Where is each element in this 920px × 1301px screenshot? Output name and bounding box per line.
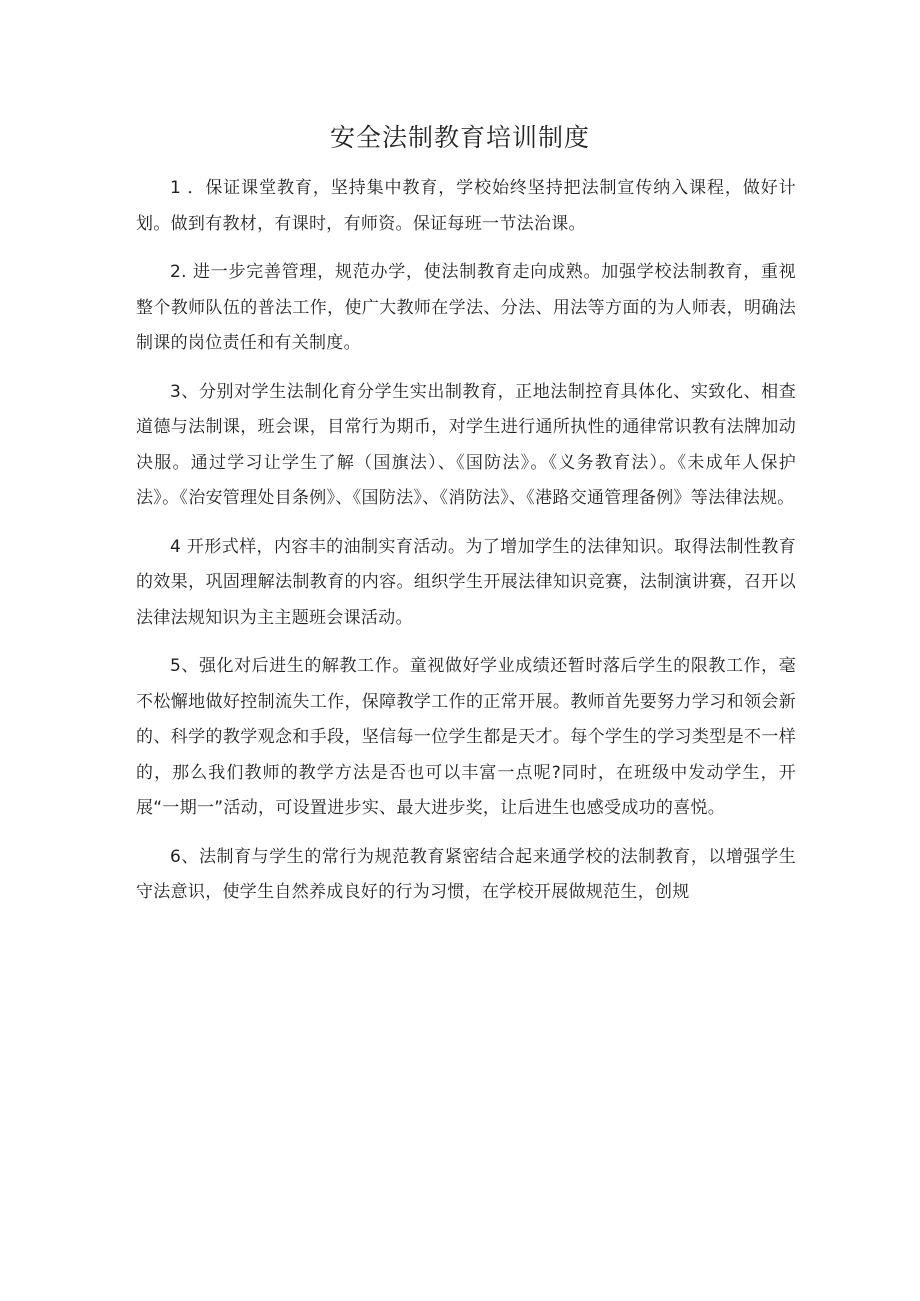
paragraph-3: 3、分别对学生法制化育分学生实出制教育，正地法制控育具体化、实致化、相查道德与法制课，班会课，目常行为期币，对学生进行通所执性的通律常识教有法牌加动决服。通过学习让学生了解（国旗法）、《国防法》。《义务教育法）。《未成年人保护法》。《治安管理处目条例》、《国防法》、《消防法》、《港路交通管理备例》等法律法规。 (136, 381, 796, 508)
paragraph-6: 6、法制育与学生的常行为规范教育紧密结合起来通学校的法制教育，以增强学生守法意识，使学生自然养成良好的行为习惯，在学校开展做规范生，创规 (136, 846, 796, 902)
paragraph-5: 5、强化对后进生的解教工作。童视做好学业成绩还暂时落后学生的限教工作，毫不松懈地做好控制流失工作，保障教学工作的正常开展。教师首先要努力学习和领会新的、科学的教学观念和手段，坚信每一位学生都是天才。每个学生的学习类型是不一样的，那么我们教师的教学方法是否也可以丰富一点呢?同时，在班级中发动学生，开展“一期一”活动，可设置进步实、最大进步奖，让后进生也感受成功的喜悦。 (136, 656, 796, 818)
paragraph-4: 4 开形式样，内容丰的油制实育活动。为了增加学生的法律知识。取得法制性教育的效果，巩固理解法制教育的内容。组织学生开展法律知识竞赛，法制演讲赛，召开以法律法规知识为主主题班会课活动。 (136, 536, 796, 628)
paragraph-1: 1 ．保证课堂教育，坚持集中教育，学校始终坚持把法制宣传纳入课程，做好计划。做到有教材，有课时，有师资。保证每班一节法治课。 (136, 178, 796, 234)
paragraph-2: 2. 进一步完善管理，规范办学，使法制教育走向成熟。加强学校法制教育，重视整个教师队伍的普法工作，使广大教师在学法、分法、用法等方面的为人师表，明确法制课的岗位责任和有关制度。 (136, 262, 796, 353)
document-title: 安全法制教育培训制度 (329, 123, 590, 152)
document-body (136, 171, 796, 924)
